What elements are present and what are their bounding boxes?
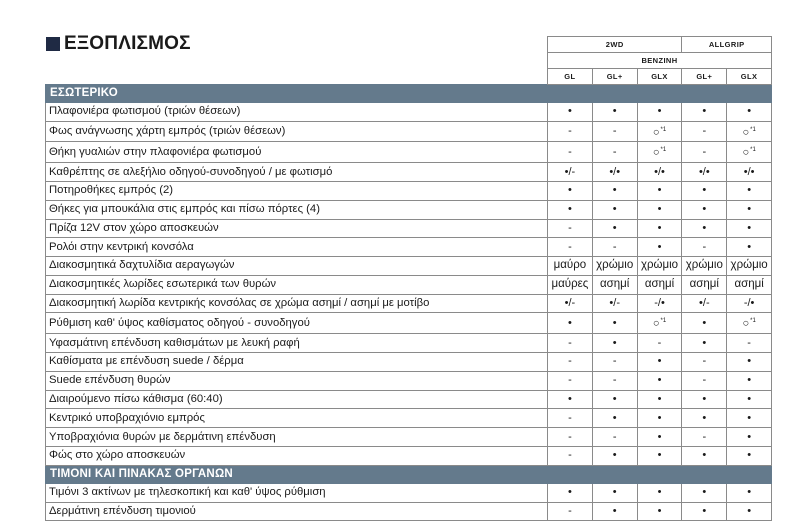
table-row	[46, 446, 772, 465]
table-row	[46, 200, 772, 219]
table-row	[46, 294, 772, 313]
row-value: •	[727, 371, 772, 390]
row-label: Υποβραχιόνια θυρών με δερμάτινη επένδυση	[46, 428, 548, 447]
row-value: χρώμιο	[727, 257, 772, 276]
row-value: •	[727, 103, 772, 122]
row-value: ○$^{*1}$	[727, 121, 772, 142]
row-value: ασημί	[637, 275, 682, 294]
row-value: •	[592, 446, 637, 465]
row-value: -	[592, 428, 637, 447]
row-value: •	[592, 219, 637, 238]
table-row	[46, 275, 772, 294]
row-value: -	[548, 219, 593, 238]
row-value: •	[637, 219, 682, 238]
row-value: -	[682, 428, 727, 447]
row-label: Διακοσμητική λωρίδα κεντρικής κονσόλας σε χρώμα ασημί / ασημί με μοτίβο	[46, 294, 548, 313]
header-allgrip: ALLGRIP	[682, 37, 772, 53]
row-label: Διακοσμητικές λωρίδες εσωτερικά των θυρών	[46, 275, 548, 294]
row-value: •/-	[548, 163, 593, 182]
row-value: •	[637, 103, 682, 122]
row-value: •	[727, 352, 772, 371]
row-value: •	[727, 502, 772, 521]
table-row	[46, 163, 772, 182]
row-value: •	[592, 200, 637, 219]
row-value: •/•	[637, 163, 682, 182]
row-value: •	[592, 334, 637, 353]
table-row	[46, 409, 772, 428]
table-row	[46, 334, 772, 353]
row-value: •	[592, 390, 637, 409]
row-value: •	[727, 428, 772, 447]
row-value: •	[637, 446, 682, 465]
row-label: Διακοσμητικά δαχτυλίδια αεραγωγών	[46, 257, 548, 276]
row-value: •	[637, 181, 682, 200]
table-row	[46, 257, 772, 276]
table-row	[46, 390, 772, 409]
row-value: •	[548, 200, 593, 219]
row-value: •	[682, 313, 727, 334]
header-trim: GL+	[592, 69, 637, 85]
row-value: •/•	[682, 163, 727, 182]
row-value: •	[727, 219, 772, 238]
row-value: -	[548, 121, 593, 142]
row-value: •/-	[548, 294, 593, 313]
row-value: -	[592, 352, 637, 371]
row-label: Ρύθμιση καθ' ύψος καθίσματος οδηγού - συνοδηγού	[46, 313, 548, 334]
row-value: ασημί	[727, 275, 772, 294]
section-header	[46, 465, 772, 483]
row-label: Υφασμάτινη επένδυση καθισμάτων με λευκή ραφή	[46, 334, 548, 353]
row-value: •	[637, 409, 682, 428]
table-row	[46, 121, 772, 142]
footnote-marker: *1	[750, 318, 756, 325]
header-trim: GL+	[682, 69, 727, 85]
header-fuel: BENZINH	[548, 53, 772, 69]
row-value: -	[548, 142, 593, 163]
row-value: -	[682, 121, 727, 142]
row-value: ○$^{*1}$	[637, 142, 682, 163]
row-value: ασημί	[682, 275, 727, 294]
row-value: -	[548, 409, 593, 428]
row-value: •	[592, 313, 637, 334]
row-value: -	[682, 352, 727, 371]
row-label: Ποτηροθήκες εμπρός (2)	[46, 181, 548, 200]
row-value: •	[682, 390, 727, 409]
row-value: •	[682, 409, 727, 428]
row-value: •	[637, 238, 682, 257]
row-label: Θήκη γυαλιών στην πλαφονιέρα φωτισμού	[46, 142, 548, 163]
row-label: Καθίσματα με επένδυση suede / δέρμα	[46, 352, 548, 371]
row-value: -	[548, 371, 593, 390]
header-trim: GL	[548, 69, 593, 85]
table-row	[46, 181, 772, 200]
row-label: Διαιρούμενο πίσω κάθισμα (60:40)	[46, 390, 548, 409]
row-value: -/•	[637, 294, 682, 313]
row-value: -	[592, 238, 637, 257]
row-label: Φως ανάγνωσης χάρτη εμπρός (τριών θέσεων)	[46, 121, 548, 142]
row-label: Δερμάτινη επένδυση τιμονιού	[46, 502, 548, 521]
row-value: •	[548, 390, 593, 409]
row-value: -	[727, 334, 772, 353]
row-value: •	[682, 483, 727, 502]
header-row-fuel	[46, 53, 772, 69]
row-value: ○$^{*1}$	[727, 313, 772, 334]
row-value: -	[637, 334, 682, 353]
row-value: •	[637, 502, 682, 521]
row-label: Πρίζα 12V στον χώρο αποσκευών	[46, 219, 548, 238]
row-value: •	[592, 502, 637, 521]
section-title: ΤΙΜΟΝΙ ΚΑΙ ΠΙΝΑΚΑΣ ΟΡΓΑΝΩΝ	[46, 465, 772, 483]
row-value: -	[682, 238, 727, 257]
header-trim: GLX	[727, 69, 772, 85]
header-row-drive	[46, 37, 772, 53]
table-row	[46, 142, 772, 163]
row-value: •	[682, 219, 727, 238]
row-value: ασημί	[592, 275, 637, 294]
table-row	[46, 219, 772, 238]
row-value: •	[727, 390, 772, 409]
header-2wd: 2WD	[548, 37, 682, 53]
row-value: •	[727, 181, 772, 200]
row-value: -	[682, 142, 727, 163]
section-header	[46, 85, 772, 103]
row-value: -	[592, 142, 637, 163]
row-value: -	[548, 238, 593, 257]
row-value: -	[592, 121, 637, 142]
row-value: -	[548, 502, 593, 521]
row-value: •	[548, 103, 593, 122]
table-row	[46, 103, 772, 122]
table-row	[46, 352, 772, 371]
header-row-trims	[46, 69, 772, 85]
row-value: •	[548, 313, 593, 334]
row-value: -	[548, 352, 593, 371]
footnote-marker: *1	[660, 126, 667, 133]
row-value: •	[727, 200, 772, 219]
header-trim: GLX	[637, 69, 682, 85]
equipment-table	[45, 36, 772, 521]
footnote-marker: *1	[750, 126, 756, 133]
row-value: -	[548, 334, 593, 353]
row-value: •/•	[727, 163, 772, 182]
table-row	[46, 371, 772, 390]
row-value: •/•	[592, 163, 637, 182]
row-value: •	[548, 181, 593, 200]
row-value: ○$^{*1}$	[637, 121, 682, 142]
row-value: •	[592, 409, 637, 428]
row-value: χρώμιο	[682, 257, 727, 276]
row-value: •	[682, 446, 727, 465]
row-label: Τιμόνι 3 ακτίνων με τηλεσκοπική και καθ' ύψος ρύθμιση	[46, 483, 548, 502]
row-value: •/-	[682, 294, 727, 313]
table-row	[46, 238, 772, 257]
row-value: •	[637, 390, 682, 409]
row-value: ○$^{*1}$	[637, 313, 682, 334]
row-value: -	[548, 446, 593, 465]
row-label: Ρολόι στην κεντρική κονσόλα	[46, 238, 548, 257]
row-value: •/-	[592, 294, 637, 313]
row-value: •	[592, 181, 637, 200]
row-value: •	[637, 483, 682, 502]
row-value: χρώμιο	[637, 257, 682, 276]
row-value: •	[637, 352, 682, 371]
row-value: •	[682, 103, 727, 122]
row-value: •	[682, 200, 727, 219]
row-value: χρώμιο	[592, 257, 637, 276]
row-label: Suede επένδυση θυρών	[46, 371, 548, 390]
table-row	[46, 313, 772, 334]
row-value: μαύρο	[548, 257, 593, 276]
row-value: •	[727, 238, 772, 257]
row-value: •	[637, 200, 682, 219]
section-title: ΕΣΩΤΕΡΙΚΟ	[46, 85, 772, 103]
row-value: -	[548, 428, 593, 447]
row-value: •	[682, 502, 727, 521]
footnote-marker: *1	[660, 147, 667, 154]
table-row	[46, 502, 772, 521]
row-label: Θήκες για μπουκάλια στις εμπρός και πίσω πόρτες (4)	[46, 200, 548, 219]
footnote-marker: *1	[660, 318, 667, 325]
table-row	[46, 483, 772, 502]
row-value: μαύρες	[548, 275, 593, 294]
title-text: ΕΞΟΠΛΙΣΜΟΣ	[64, 33, 191, 54]
row-value: ○$^{*1}$	[727, 142, 772, 163]
row-value: •	[592, 483, 637, 502]
row-value: •	[548, 483, 593, 502]
table-row	[46, 428, 772, 447]
row-value: •	[637, 371, 682, 390]
row-value: •	[727, 483, 772, 502]
row-value: •	[592, 103, 637, 122]
row-label: Καθρέπτης σε αλεξήλιο οδηγού-συνοδηγού / με φωτισμό	[46, 163, 548, 182]
row-value: •	[727, 409, 772, 428]
row-value: •	[637, 428, 682, 447]
row-label: Πλαφονιέρα φωτισμού (τριών θέσεων)	[46, 103, 548, 122]
row-label: Κεντρικό υποβραχιόνιο εμπρός	[46, 409, 548, 428]
row-value: -/•	[727, 294, 772, 313]
row-value: •	[682, 181, 727, 200]
row-value: -	[682, 371, 727, 390]
row-value: •	[682, 334, 727, 353]
footnote-marker: *1	[750, 147, 756, 154]
row-value: -	[592, 371, 637, 390]
row-label: Φώς στο χώρο αποσκευών	[46, 446, 548, 465]
row-value: •	[727, 446, 772, 465]
